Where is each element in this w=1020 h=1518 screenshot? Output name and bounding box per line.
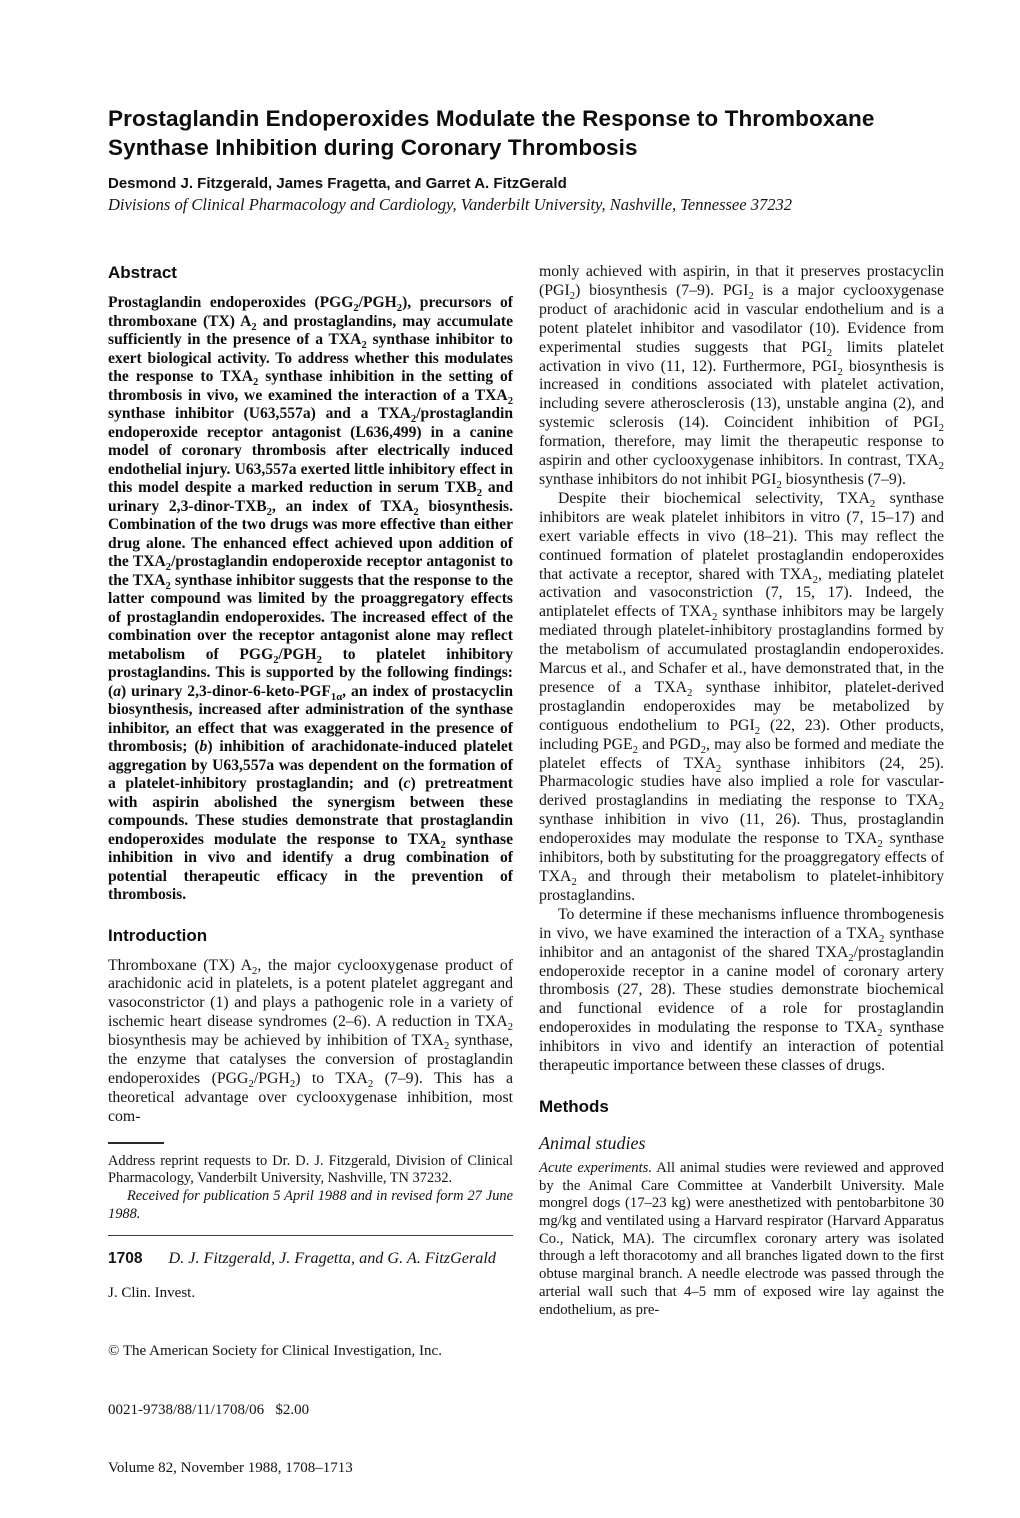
running-authors: D. J. Fitzgerald, J. Fragetta, and G. A. FitzGerald (168, 1249, 496, 1267)
footnote-separator (108, 1142, 164, 1144)
authors-line: Desmond J. Fitzgerald, James Fragetta, and Garret A. FitzGerald (108, 175, 567, 192)
journal-info-block (108, 1245, 513, 1518)
introduction-heading: Introduction (108, 925, 208, 945)
continuation-paragraph: monly achieved with aspirin, in that it preserves prostacyclin $(PGI_2)$ biosynthesis (7–9). $PGI_2$ is a major cyclooxygenase product of arachidonic acid in vascular endothelium and is a potent platelet inhibitor and vasodilator (10). Evidence from experimental studies suggests that $PGI_2$ limits platelet activation in vivo (11, 12). Furthermore, $PGI_2$ biosynthesis is increased in conditions associated with platelet activation, including severe atherosclerosis (13), unstable angina (2), and systemic sclerosis (14). Coincident inhibition of $PGI_2$ formation, therefore, may limit the therapeutic response to aspirin and other cyclooxygenase inhibitors. In contrast, $TXA_2$ synthase inhibitors do not inhibit $PGI_2$ biosynthesis (7–9). (539, 263, 944, 492)
paper-title: Prostaglandin Endoperoxides Modulate the Response to Thromboxane Synthase Inhibition during Coronary Thrombosis (108, 106, 875, 160)
journal-issn-price: 0021-9738/88/11/1708/06 $2.00 (108, 1401, 310, 1418)
abstract-text: Prostaglandin endoperoxides $(PGG_2/PGH_2)$, precursors of thromboxane (TX) $A_2$ and prostaglandins, may accumulate sufficiently in the presence of a $TXA_2$ synthase inhibitor to exert biological activity. To address whether this modulates the response to $TXA_2$ synthase inhibition in the setting of thrombosis in vivo, we examined the interaction of a $TXA_2$ synthase inhibitor (U63,557a) and a $TXA_2$/prostaglandin endoperoxide receptor antagonist (L636,499) in a canine model of coronary thrombosis after electrically induced endothelial injury. U63,557a exerted little inhibitory effect in this model despite a marked reduction in serum $TXB_2$ and urinary $2,3-dinor-TXB_2$, an index of $TXA_2$ biosynthesis. Combination of the two drugs was more effective than either drug alone. The enhanced effect achieved upon addition of the $TXA_2$/prostaglandin endoperoxide receptor antagonist to the $TXA_2$ synthase inhibitor suggests that the response to the latter compound was limited by the proaggregatory effects of prostaglandin endoperoxides. The increased effect of the combination over the receptor antagonist alone may reflect metabolism of $PGG_2/PGH_2$ to platelet inhibitory prostaglandins. This is supported by the following findings: (a) urinary $2,3-dinor-6-keto-PGF_{1\alpha}$, an index of prostacyclin biosynthesis, increased after administration of the synthase inhibitor, an effect that was exaggerated in the presence of thrombosis; (b) inhibition of arachidonate-induced platelet aggregation by U63,557a was dependent on the formation of a platelet-inhibitory prostaglandin; and (c) pretreatment with aspirin abolished the synergism between these compounds. These studies demonstrate that prostaglandin endoperoxides modulate the response to $TXA_2$ synthase inhibition in vivo and identify a drug combination of potential therapeutic efficacy in the prevention of thrombosis. (108, 294, 514, 903)
reprint-footnote: Address reprint requests to Dr. D. J. Fitzgerald, Division of Clinical Pharmacology, Vanderbilt University, Nashville, TN 37232. (108, 1152, 513, 1187)
introduction-paragraph-2: Despite their biochemical selectivity, $TXA_2$ synthase inhibitors are weak platelet inhibitors in vitro (7, 15–17) and exert variable effects in vivo (18–21). This may reflect the continued formation of platelet prostaglandin endoperoxides that activate a receptor, shared with $TXA_2$, mediating platelet activation and vasoconstriction (7, 15, 17). Indeed, the antiplatelet effects of $TXA_2$ synthase inhibitors may be largely mediated through platelet-inhibitory prostaglandins formed by the metabolism of accumulated prostaglandin endoperoxides. Marcus et al., and Schafer et al., have demonstrated that, in the presence of a $TXA_2$ synthase inhibitor, platelet-derived prostaglandin endoperoxides may be metabolized by contiguous endothelium to $PGI_2$ (22, 23). Other products, including $PGE_2$ and $PGD_2$, may also be formed and mediate the platelet effects of $TXA_2$ synthase inhibitors (24, 25). Pharmacologic studies have also implied a role for vascular-derived prostaglandins in mediating the response to $TXA_2$ synthase inhibition in vivo (11, 26). Thus, prostaglandin endoperoxides may modulate the response to $TXA_2$ synthase inhibitors, both by substituting for the proaggregatory effects of $TXA_2$ and through their metabolism to platelet-inhibitory prostaglandins. (539, 489, 945, 904)
introduction-paragraph-3: To determine if these mechanisms influence thrombogenesis in vivo, we have examined the interaction of a $TXA_2$ synthase inhibitor and an antagonist of the shared $TXA_2$/prostaglandin endoperoxide receptor in a canine model of coronary artery thrombosis (27, 28). These studies demonstrate biochemical and functional evidence of a role for prostaglandin endoperoxides in modulating the response to $TXA_2$ synthase inhibitors in vivo and identify an interaction of potential therapeutic importance between these classes of drugs. (539, 905, 944, 1075)
abstract-heading: Abstract (108, 263, 177, 282)
left-column (108, 263, 513, 1518)
introduction-text: Thromboxane (TX) $A_2$, the major cyclooxygenase product of arachidonic acid in platelets, is a potent platelet aggregant and vasoconstrictor (1) and plays a pathogenic role in a variety of ischemic heart disease syndromes (2–6). A reduction in $TXA_2$ biosynthesis may be achieved by inhibition of $TXA_2$ synthase, the enzyme that catalyses the conversion of prostaglandin endoperoxides $(PGG_2/PGH_2)$ to $TXA_2$ (7–9). This has a theoretical advantage over cyclooxygenase inhibition, most com- (108, 956, 513, 1125)
methods-paragraph: Acute experiments. All animal studies were reviewed and approved by the Animal Care Committee at Vanderbilt University. Male mongrel dogs (17–23 kg) were anesthetized with pentobarbitone 30 mg/kg and ventilated using a Harvard respirator (Harvard Apparatus Co., Natick, MA). The circumflex coronary artery was isolated through a left thoracotomy and all branches ligated down to the first obtuse marginal branch. A needle electrode was passed through the arterial wall such that 4–5 mm of exposed wire lay against the endothelium, as pre- (539, 1159, 945, 1318)
received-footnote: Received for publication 5 April 1988 and in revised form 27 June 1988. (108, 1188, 513, 1223)
page-number: 1708 (108, 1250, 143, 1267)
right-column (539, 263, 944, 1319)
affiliation-line: Divisions of Clinical Pharmacology and Cardiology, Vanderbilt University, Nashville, Tennessee 37232 (108, 195, 792, 214)
journal-name: J. Clin. Invest. (108, 1284, 196, 1301)
methods-heading: Methods (539, 1096, 609, 1116)
journal-volume-line: Volume 82, November 1988, 1708–1713 (108, 1460, 353, 1477)
journal-copyright: © The American Society for Clinical Investigation, Inc. (108, 1343, 442, 1360)
page-footer (108, 1249, 496, 1268)
journal-divider (108, 1235, 513, 1236)
two-column-body (108, 263, 944, 1518)
paper-header (108, 104, 944, 215)
animal-studies-subheading: Animal studies (539, 1132, 646, 1153)
